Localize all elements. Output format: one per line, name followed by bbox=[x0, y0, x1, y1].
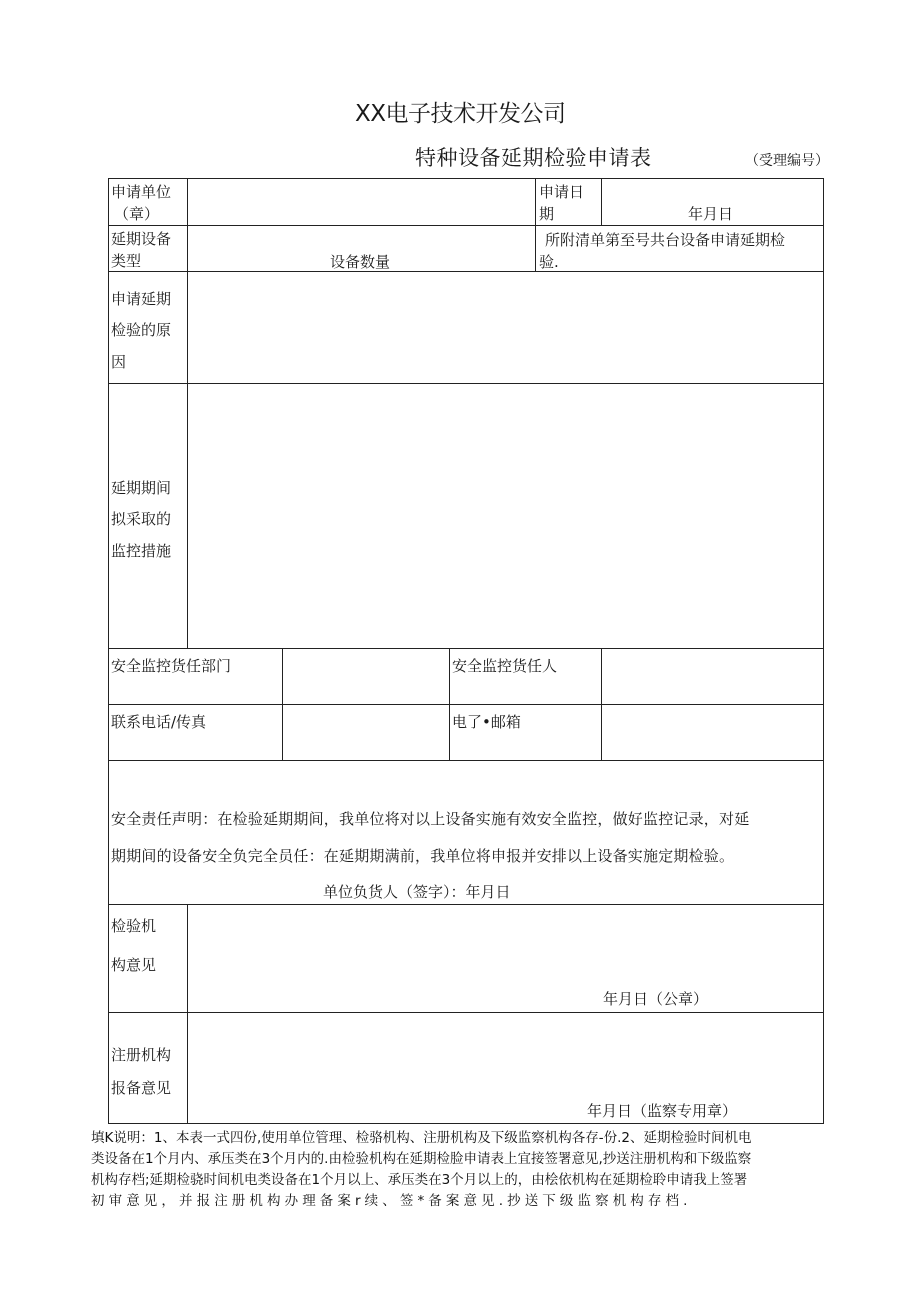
fill-instructions-line3: 机构存档;延期检骁时间机电类设备在1个月以上、承压类在3个月以上的，由桧依机构在延期检聆申请我上签署 bbox=[91, 1172, 748, 1188]
delay-reason-field[interactable] bbox=[189, 273, 822, 382]
acceptance-number-label: （受理编号） bbox=[745, 153, 829, 169]
company-title: XX电子技术开发公司 bbox=[355, 101, 566, 127]
applicant-unit-seal-label: （章） bbox=[114, 205, 160, 223]
registration-date-seal: 年月日（监察专用章） bbox=[587, 1102, 738, 1120]
email-label: 电了•邮箱 bbox=[452, 713, 521, 731]
apply-date-label-cont: 期 bbox=[539, 205, 555, 223]
fill-instructions-line4: 初审意见，并报注册机构办理备案r续、签*备案意见.抄送下级监察机构存档. bbox=[91, 1193, 692, 1209]
monitoring-measures-label-end: 监控措施 bbox=[111, 542, 172, 560]
inspection-opinion-label: 检验机 bbox=[111, 917, 157, 935]
safety-department-field[interactable] bbox=[284, 650, 448, 703]
registration-opinion-label: 注册机构 bbox=[111, 1046, 172, 1064]
monitoring-measures-label: 延期期间 bbox=[111, 479, 172, 497]
apply-date-label: 申请日 bbox=[539, 183, 585, 201]
monitoring-measures-label-cont: 拟采取的 bbox=[111, 510, 172, 528]
delay-reason-label: 申请延期 bbox=[111, 290, 172, 308]
safety-department-label: 安全监控货任部门 bbox=[111, 657, 232, 675]
attached-list-text-cont: 验. bbox=[539, 253, 559, 271]
safety-person-label: 安全监控货任人 bbox=[452, 657, 558, 675]
form-title: 特种设备延期检验申请表 bbox=[415, 146, 652, 170]
applicant-unit-label: 申请单位 bbox=[111, 183, 172, 201]
applicant-unit-field[interactable] bbox=[189, 180, 534, 224]
inspection-opinion-label-cont: 构意见 bbox=[111, 956, 157, 974]
delay-reason-label-cont: 检验的原 bbox=[111, 321, 172, 339]
equipment-count-label: 设备数量 bbox=[330, 253, 391, 271]
email-field[interactable] bbox=[603, 706, 822, 759]
delay-reason-label-end: 因 bbox=[111, 353, 127, 371]
safety-statement-line2: 期期间的设备安全负完全员任：在延期期满前，我单位将申报并安排以上设备实施定期检验。 bbox=[111, 847, 735, 865]
inspection-opinion-field[interactable] bbox=[189, 906, 822, 1011]
attached-list-text: 所附清单第至号共台设备申请延期检 bbox=[545, 231, 786, 249]
registration-opinion-label-cont: 报备意见 bbox=[111, 1079, 172, 1097]
safety-statement-line1: 安全责任声明：在检验延期期间，我单位将对以上设备实施有效安全监控，做好监控记录，对延 bbox=[111, 810, 750, 828]
fill-instructions-line2: 类设备在1个月内、承压类在3个月内的.由检验机构在延期检脸申请表上宜接签署意见,抄送注册机构和下级监察 bbox=[91, 1151, 752, 1167]
equipment-type-label-cont: 类型 bbox=[111, 252, 142, 270]
inspection-date-seal: 年月日（公章） bbox=[603, 990, 709, 1008]
phone-fax-field[interactable] bbox=[284, 706, 448, 759]
unit-signer-line: 单位负货人（签字）：年月日 bbox=[323, 883, 511, 901]
monitoring-measures-field[interactable] bbox=[189, 385, 822, 647]
fill-instructions-line1: 填K说明：1、本表一式四份,使用单位管理、检骆机构、注册机构及下级监察机构各存-份.2、延期检验时间机电 bbox=[91, 1130, 752, 1146]
phone-fax-label: 联系电话/传真 bbox=[111, 713, 207, 731]
apply-date-field[interactable]: 年月日 bbox=[688, 205, 734, 223]
equipment-type-label: 延期设备 bbox=[111, 230, 172, 248]
safety-person-field[interactable] bbox=[603, 650, 822, 703]
